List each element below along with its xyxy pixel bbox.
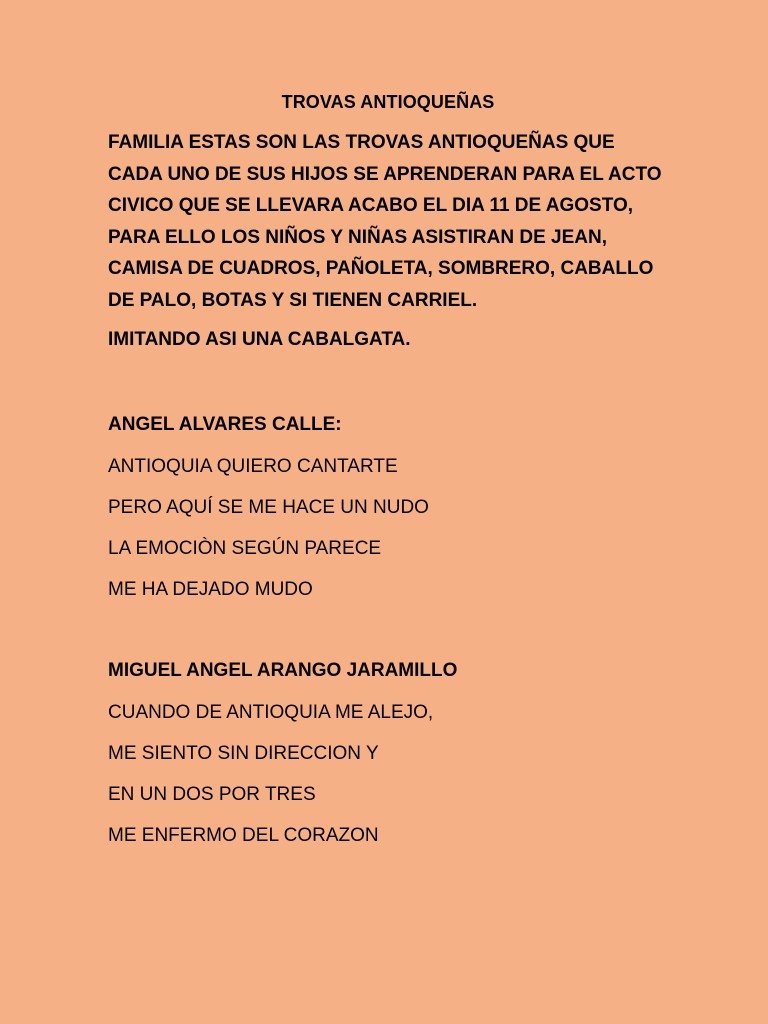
intro-line: CAMISA DE CUADROS, PAÑOLETA, SOMBRERO, CABALLO <box>108 258 654 279</box>
intro-paragraph <box>108 127 708 316</box>
intro-line: CADA UNO DE SUS HIJOS SE APRENDERAN PARA EL ACTO <box>108 163 662 185</box>
trova-author: MIGUEL ANGEL ARANGO JARAMILLO <box>108 660 458 681</box>
trova-block <box>108 659 457 865</box>
trova-verse: ME HA DEJADO MUDO <box>108 579 313 600</box>
trova-verse: ME ENFERMO DEL CORAZON <box>108 825 379 846</box>
trova-block <box>108 413 429 619</box>
trova-verse: PERO AQUÍ SE ME HACE UN NUDO <box>108 497 429 518</box>
trova-verse: EN UN DOS POR TRES <box>108 784 316 805</box>
trova-author: ANGEL ALVARES CALLE: <box>108 414 342 435</box>
trova-verse: ME SIENTO SIN DIRECCION Y <box>108 743 379 764</box>
document-title: TROVAS ANTIOQUEÑAS <box>281 92 495 112</box>
closing-line: IMITANDO ASI UNA CABALGATA. <box>108 329 411 350</box>
intro-line: DE PALO, BOTAS Y SI TIENEN CARRIEL. <box>108 289 478 311</box>
intro-line: PARA ELLO LOS NIÑOS Y NIÑAS ASISTIRAN DE JEAN, <box>108 226 607 248</box>
trova-verse: LA EMOCIÒN SEGÚN PARECE <box>108 538 382 559</box>
trova-verse: CUANDO DE ANTIOQUIA ME ALEJO, <box>108 702 434 723</box>
trova-verse: ANTIOQUIA QUIERO CANTARTE <box>108 456 398 477</box>
intro-line: CIVICO QUE SE LLEVARA ACABO EL DIA 11 DE AGOSTO, <box>108 195 634 216</box>
intro-line: FAMILIA ESTAS SON LAS TROVAS ANTIOQUEÑAS QUE <box>108 132 615 153</box>
